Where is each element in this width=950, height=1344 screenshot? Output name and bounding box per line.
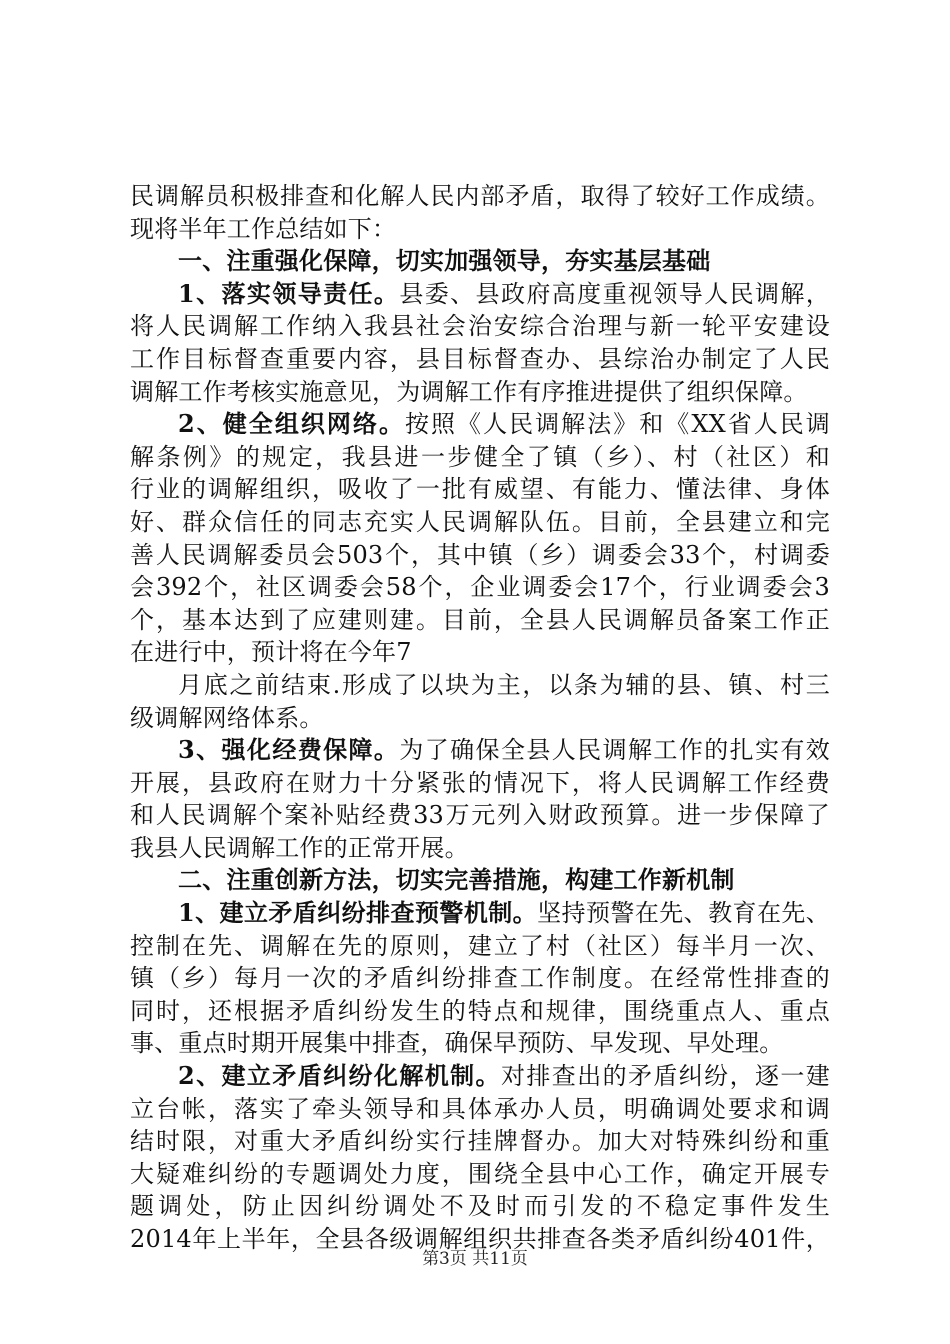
paragraph-line: 调解工作考核实施意见，为调解工作有序推进提供了组织保障。 <box>130 377 808 406</box>
paragraph-line: 好、群众信任的同志充实人民调解队伍。目前，全县建立和完 <box>130 507 830 536</box>
paragraph-line: 结时限，对重大矛盾纠纷实行挂牌督办。加大对特殊纠纷和重 <box>130 1127 830 1156</box>
section-heading: 一、注重强化保障，切实加强领导，夯实基层基础 <box>178 246 711 276</box>
paragraph-line: 题调处，防止因纠纷调处不及时而引发的不稳定事件发生 <box>130 1192 830 1221</box>
paragraph-line: 镇（乡）每月一次的矛盾纠纷排查工作制度。在经常性排查的 <box>130 964 830 993</box>
paragraph-text: 坚持预警在先、教育在先、 <box>537 899 831 928</box>
paragraph-lead-line <box>130 278 830 311</box>
paragraph-line: 现将半年工作总结如下： <box>130 214 397 243</box>
paragraph-line: 我县人民调解工作的正常开展。 <box>130 833 469 862</box>
paragraph-line: 大疑难纠纷的专题调处力度，围绕全县中心工作，确定开展专 <box>130 1159 830 1188</box>
paragraph-text: 按照《人民调解法》和《XX省人民调 <box>404 410 831 439</box>
paragraph-line: 会392个，社区调委会58个，企业调委会17个，行业调委会3 <box>130 573 830 602</box>
paragraph-lead-line <box>130 408 830 441</box>
paragraph-line: 月底之前结束.形成了以块为主，以条为辅的县、镇、村三 <box>178 670 830 699</box>
paragraph-line: 2014年上半年，全县各级调解组织共排查各类矛盾纠纷401件， <box>130 1225 830 1253</box>
subsection-title: 2、建立矛盾纠纷化解机制。 <box>178 1061 501 1091</box>
paragraph-line: 民调解员积极排查和化解人民内部矛盾，取得了较好工作成绩。 <box>130 182 830 210</box>
paragraph-line: 同时，还根据矛盾纠纷发生的特点和规律，围绕重点人、重点 <box>130 996 830 1025</box>
paragraph-line: 行业的调解组织，吸收了一批有威望、有能力、懂法律、身体 <box>130 475 830 504</box>
subsection-title: 1、建立矛盾纠纷排查预警机制。 <box>178 898 538 928</box>
paragraph-text: 县委、县政府高度重视领导人民调解， <box>399 279 831 308</box>
paragraph-line: 级调解网络体系。 <box>130 703 324 732</box>
paragraph-line: 和人民调解个案补贴经费33万元列入财政预算。进一步保障了 <box>130 801 830 830</box>
subsection-title: 3、强化经费保障。 <box>178 735 400 765</box>
paragraph-line: 善人民调解委员会503个，其中镇（乡）调委会33个，村调委 <box>130 540 830 569</box>
subsection-title: 2、健全组织网络。 <box>178 409 405 439</box>
paragraph-line: 立台帐，落实了牵头领导和具体承办人员，明确调处要求和调 <box>130 1094 830 1123</box>
document-body <box>130 180 830 1256</box>
paragraph-lead-line <box>130 1060 830 1093</box>
paragraph-text: 对排查出的矛盾纠纷，逐一建 <box>500 1062 830 1091</box>
paragraph-line: 控制在先、调解在先的原则，建立了村（社区）每半月一次、 <box>130 931 830 960</box>
paragraph-line: 开展，县政府在财力十分紧张的情况下，将人民调解工作经费 <box>130 768 830 797</box>
paragraph-line: 事、重点时期开展集中排查，确保早预防、早发现、早处理。 <box>130 1029 784 1058</box>
paragraph-text: 为了确保全县人民调解工作的扎实有效 <box>399 736 831 765</box>
section-heading: 二、注重创新方法，切实完善措施，构建工作新机制 <box>178 865 735 895</box>
paragraph-line: 在进行中，预计将在今年7 <box>130 638 412 667</box>
paragraph-line: 解条例》的规定，我县进一步健全了镇（乡）、村（社区）和 <box>130 442 830 471</box>
page-footer: 第3页 共11页 <box>422 1249 528 1269</box>
paragraph-line: 个，基本达到了应建则建。目前，全县人民调解员备案工作正 <box>130 605 830 634</box>
paragraph-lead-line <box>130 734 830 767</box>
subsection-title: 1、落实领导责任。 <box>178 278 400 308</box>
paragraph-line: 工作目标督查重要内容，县目标督查办、县综治办制定了人民 <box>130 344 830 373</box>
paragraph-line: 将人民调解工作纳入我县社会治安综合治理与新一轮平安建设 <box>130 312 830 341</box>
paragraph-lead-line <box>130 897 830 930</box>
